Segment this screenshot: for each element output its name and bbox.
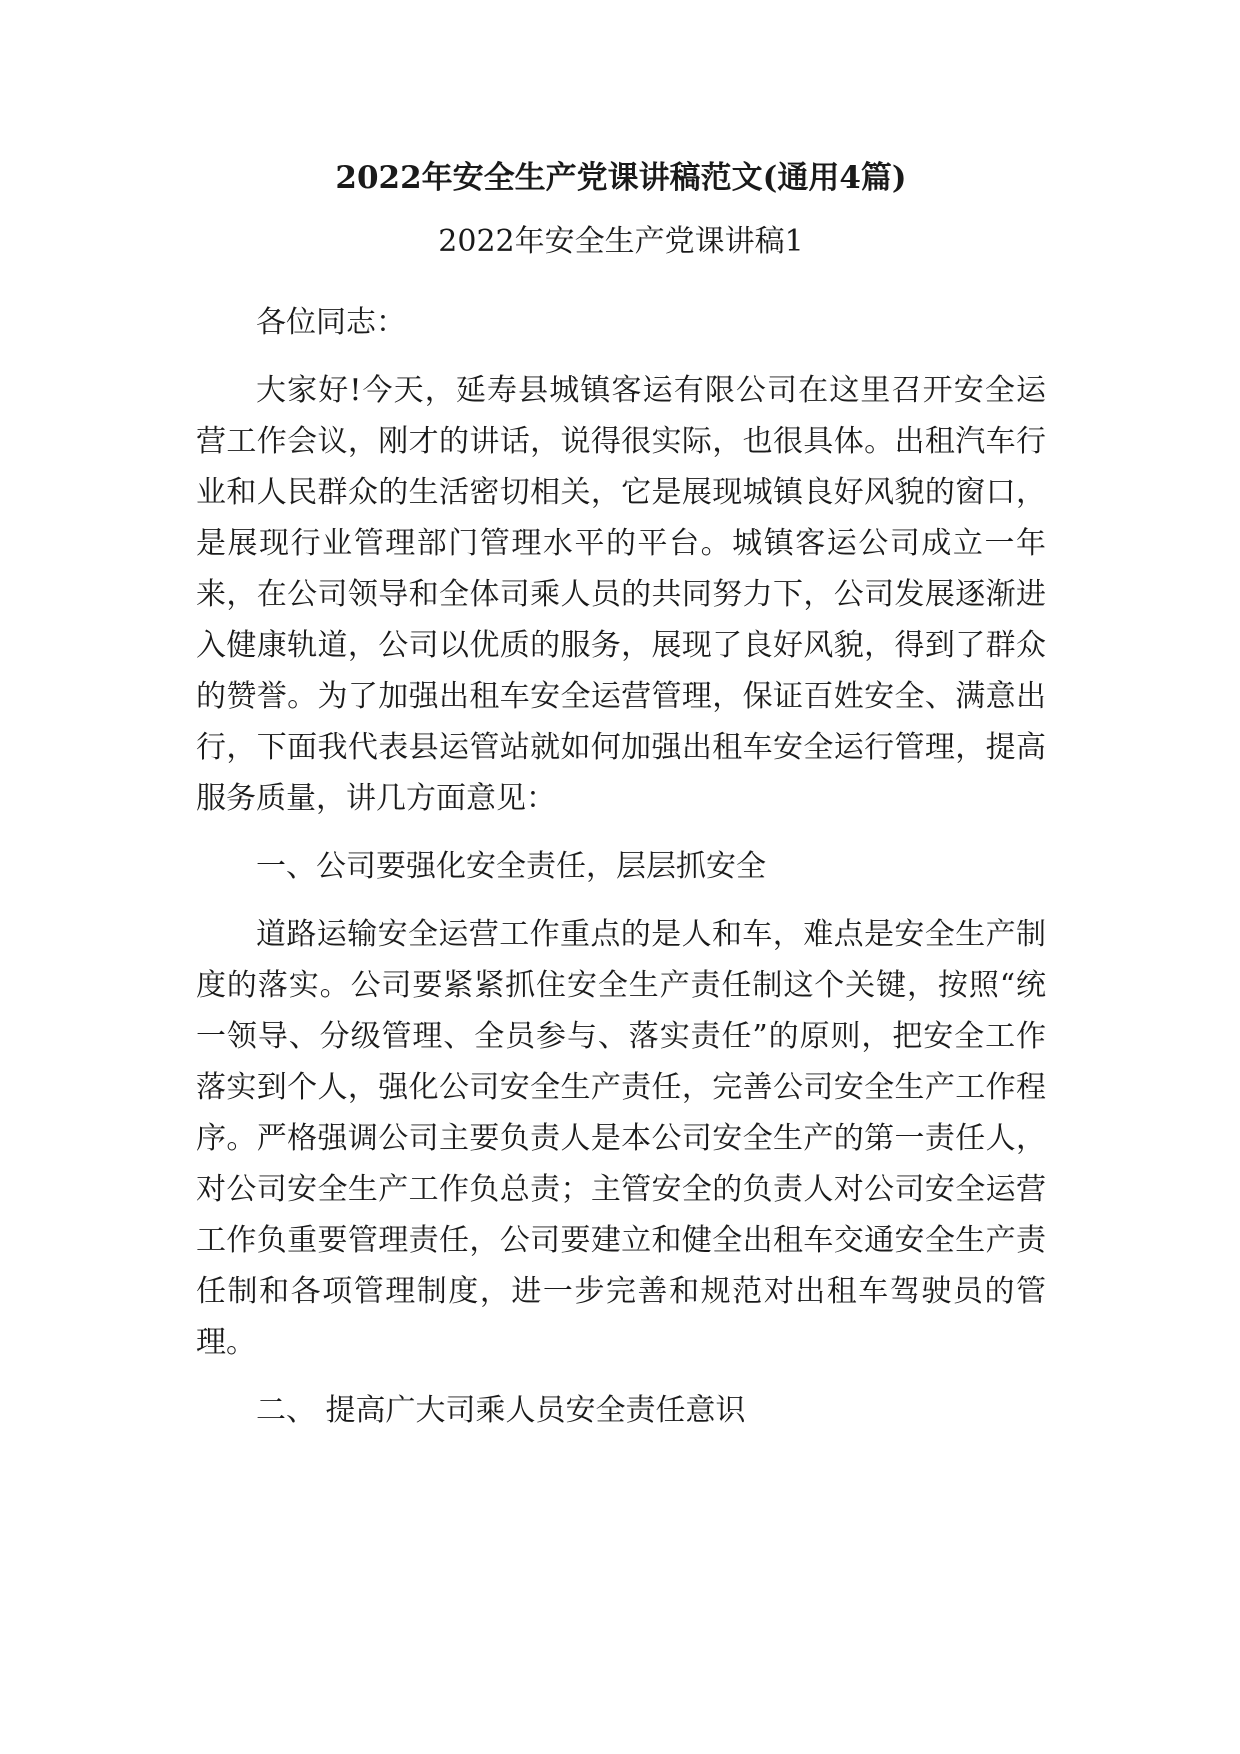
section-heading-1: 一、公司要强化安全责任，层层抓安全 [256,849,766,884]
greeting: 各位同志： [256,305,406,340]
paragraph-section-1: 道路运输安全运营工作重点的是人和车，难点是安全生产制度的落实。公司要紧紧抓住安全生产责任制这个关键，按照“统一领导、分级管理、全员参与、落实责任”的原则，把安全工作落实到个人，强化公司安全生产责任，完善公司安全生产工作程序。严格强调公司主要负责人是本公司安全生产的第一责任人，对公司安全生产工作负总责；主管安全的负责人对公司安全运营工作负重要管理责任，公司要建立和健全出租车交通安全生产责任制和各项管理制度，进一步完善和规范对出租车驾驶员的管理。 [196,917,1046,1360]
document-title: 2022年安全生产党课讲稿范文(通用4篇) [335,160,907,196]
document-subtitle: 2022年安全生产党课讲稿1 [438,224,804,259]
paragraph-intro: 大家好!今天，延寿县城镇客运有限公司在这里召开安全运营工作会议，刚才的讲话，说得很实际，也很具体。出租汽车行业和人民群众的生活密切相关，它是展现城镇良好风貌的窗口，是展现行业管理部门管理水平的平台。城镇客运公司成立一年来，在公司领导和全体司乘人员的共同努力下，公司发展逐渐进入健康轨道，公司以优质的服务，展现了良好风貌，得到了群众的赞誉。为了加强出租车安全运营管理，保证百姓安全、满意出行，下面我代表县运管站就如何加强出租车安全运行管理，提高服务质量，讲几方面意见： [196,373,1046,816]
section-heading-2: 二、 提高广大司乘人员安全责任意识 [256,1393,746,1428]
document-body [196,297,1046,1436]
